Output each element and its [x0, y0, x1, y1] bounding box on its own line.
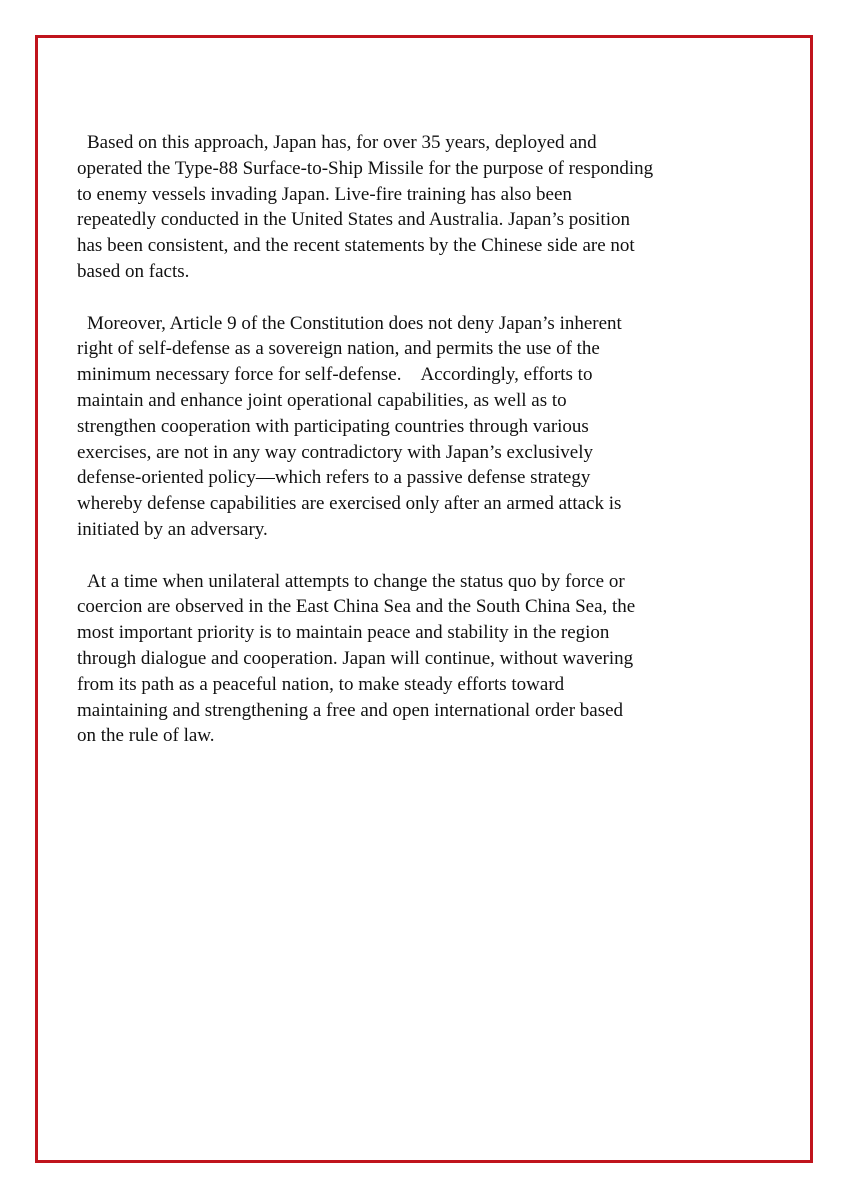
- paragraph-rule-of-law: At a time when unilateral attempts to change the status quo by force or coercion are observed in the East China Sea and the South China Sea, the most important priority is to maintain peace and stability in the region through dialogue and cooperation. Japan will continue, without wavering from its path as a peaceful nation, to make steady efforts toward maintaining and strengthening a free and open international order based on the rule of law.: [77, 570, 636, 747]
- document-body: [77, 130, 789, 775]
- paragraph-article-9: Moreover, Article 9 of the Constitution does not deny Japan’s inherent right of self-defense as a sovereign nation, and permits the use of the minimum necessary force for self-defense. Accordingly, efforts to maintain and enhance joint operational capabilities, as well as to strengthen cooperation with participating countries through various exercises, are not in any way contradictory with Japan’s exclusively defense-oriented policy—which refers to a passive defense strategy whereby defense capabilities are exercised only after an armed attack is initiated by an adversary.: [77, 312, 622, 540]
- paragraph-type88-missile: Based on this approach, Japan has, for over 35 years, deployed and operated the Type-88 Surface-to-Ship Missile for the purpose of responding to enemy vessels invading Japan. Live-fire training has also been repeatedly conducted in the United States and Australia. Japan’s position has been consistent, and the recent statements by the Chinese side are not based on facts.: [77, 132, 654, 282]
